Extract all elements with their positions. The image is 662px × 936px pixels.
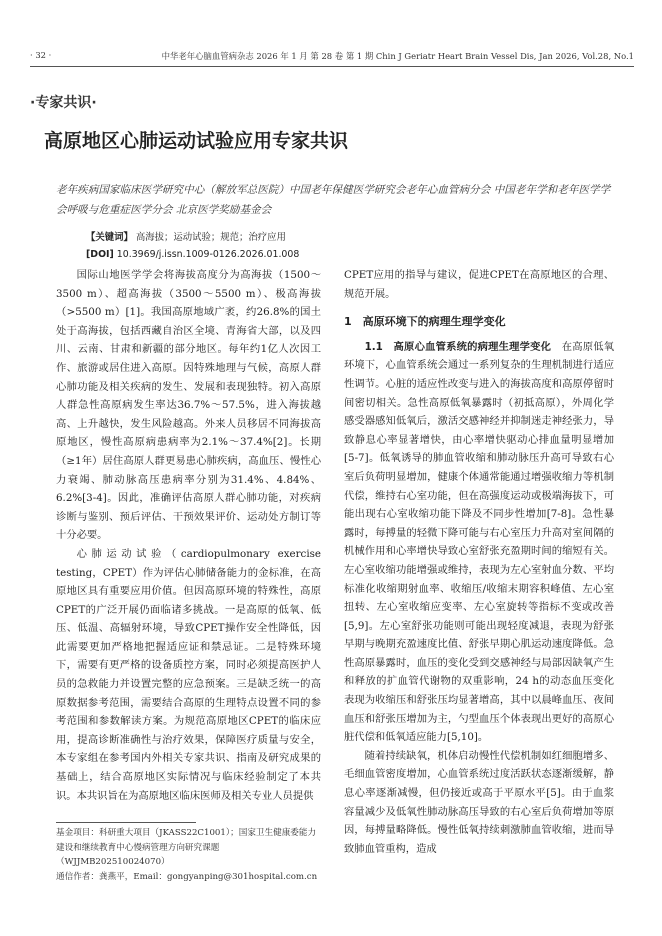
subsection-heading: 1.1 高原心血管系统的病理生理学变化 (364, 340, 552, 353)
corresponding-author: 通信作者：龚燕平，Email：gongyanping@301hospital.com.cn (56, 871, 318, 882)
paragraph: 心肺运动试验（cardiopulmonary exercise testing，CPET）作为评估心肺储备能力的金标准，在高原地区具有重要应用价值。但因高原环境的特殊性，高原CPET的广泛开展仍面临诸多挑战。一是高原的低氧、低压、低温、高辐射环境，导致CPET操作安全性降低，因此需要更加严格地把握适应证和禁忌证。二是特殊环境下，需要有更严格的设备质控方案，同时必须提高医护人员的急救能力并设置完整的应急预案。三是缺乏统一的高原数据参考范围，需要结合高原的生理特点设置不同的参考范围和参数解读方案。为规范高原地区CPET的临床应用，提高诊断准确性与治疗效果，保障医疗质量与安全，本专家组在参考国内外相关专家共识、指南及研究成果的基础上，结合高原地区实际情况与临床经验制定了本共识。本共识旨在为高原地区临床医师及相关专业人员提供 (56, 547, 321, 802)
paragraph: CPET应用的指导与建议，促进CPET在高原地区的合理、规范开展。 (344, 269, 614, 300)
header-rule (30, 66, 634, 67)
running-header (30, 50, 634, 66)
footnotes (56, 826, 321, 884)
keywords-block (86, 229, 299, 263)
page-number: · 32 · (30, 50, 52, 60)
journal-info: 中华老年心脑血管病杂志 2026 年 1 月 第 28 卷 第 1 期 Chin J Geriatr Heart Brain Vessel Dis, Jan 2026, Vol.28, No.1 (161, 51, 634, 61)
authors: 老年疾病国家临床医学研究中心（解放军总医院）中国老年保健医学研究会老年心血管病分会 中国老年学和老年医学学会呼吸与危重症医学分会 北京医学奖励基金会 (56, 184, 611, 216)
paragraph (344, 338, 614, 747)
doi-label: [DOI] (86, 249, 114, 260)
footnote-rule (56, 822, 196, 823)
section-heading: 1 高原环境下的病理生理学变化 (344, 315, 506, 329)
keywords-line (86, 229, 299, 246)
keywords-label: 【关键词】 (86, 232, 133, 243)
paragraph: 随着持续缺氧，机体启动慢性代偿机制如红细胞增多、毛细血管密度增加，心血管系统过度活跃状态逐渐缓解，静息心率逐渐减慢，但仍接近或高于平原水平[5]。由于血浆容量减少及低氧性肺动脉高压导致的右心室后负荷增加等原因，每搏量略降低。慢性低氧持续刺激肺血管收缩，进而导致肺血管重构，造成 (344, 749, 614, 855)
paragraph-text: 在高原低氧环境下，心血管系统会通过一系列复杂的生理机制进行适应性调节。心脏的适应性改变与进入的海拔高度和高原停留时间密切相关。急性高原低氧暴露时（初抵高原），外周化学感受器感知低氧后，激活交感神经并抑制迷走神经张力，导致静息心率显著增快，由心率增快驱动心排血量明显增加[5-7]。低氧诱导的肺血管收缩和肺动脉压升高可导致右心室后负荷明显增加，健康个体通常能通过增强收缩力等机制代偿，维持右心室功能，但在高强度运动或极端海拔下，可能出现右心室收缩功能下降及不同步性增加[7-8]。急性暴露时，每搏量的轻微下降可能与右心室压力升高对室间隔的机械作用和心率增快导致心室舒张充盈期时间的缩短有关。左心室收缩功能增强或维持，表现为左心室射血分数、平均标准化收缩期射血率、收缩压/收缩末期容积峰值、左心室扭转、左心室收缩应变率、左心室旋转等指标不变或改善[5,9]。左心室舒张功能则可能出现轻度减退，表现为舒张早期与晚期充盈速度比值、舒张早期心肌运动速度降低。急性高原暴露时，血压的变化受到交感神经与局部因缺氧产生和释放的扩血管代谢物的双重影响，24 h的动态血压变化表现为收缩压和舒张压均显著增高，其中以晨峰血压、夜间血压和舒张压增加为主，勺型血压个体表现出更好的高原心脏代偿和低氧适应能力[5,10]。 (344, 340, 615, 744)
keywords-text: 高海拔；运动试验；规范；治疗应用 (135, 232, 286, 243)
column-name: ·专家共识· (30, 95, 97, 111)
doi-line (86, 246, 299, 263)
article-title: 高原地区心肺运动试验应用专家共识 (44, 130, 349, 152)
left-column (56, 266, 321, 805)
fund-note: 基金项目：科研重大项目（JKASS22C1001）；国家卫生健康委能力建设和继续教育中心慢病管理方向研究课题（WJJMB202510024070） (56, 828, 317, 868)
doi-text: 10.3969/j.issn.1009-0126.2026.01.008 (116, 249, 300, 260)
paragraph: 国际山地医学学会将海拔高度分为高海拔（1500～3500 m）、超高海拔（3500～5500 m）、极高海拔（>5500 m）[1]。我国高原地域广袤，约26.8%的国土处于高海拔，包括西藏自治区全境、青海省大部，以及四川、云南、甘肃和新疆的部分地区。每年约1亿人次因工作、旅游或居住进入高原。因特殊地理与气候，高原人群心肺功能及相关疾病的发生、发展和表现独特。初入高原人群急性高原病发生率达36.7%～57.5%，进入海拔越高、上升越快，发生风险越高。外来人员移居不同海拔高原地区，慢性高原病患病率为2.1%～37.4%[2]。长期（≥1年）居住高原人群更易患心肺疾病，高血压、慢性心力衰竭、肺动脉高压患病率分别为31.4%、4.84%、6.2%[3-4]。因此，准确评估高原人群心肺功能，对疾病诊断与鉴别、预后评估、干预效果评价、运动处方制订等十分必要。 (56, 269, 321, 542)
right-column (344, 266, 614, 858)
